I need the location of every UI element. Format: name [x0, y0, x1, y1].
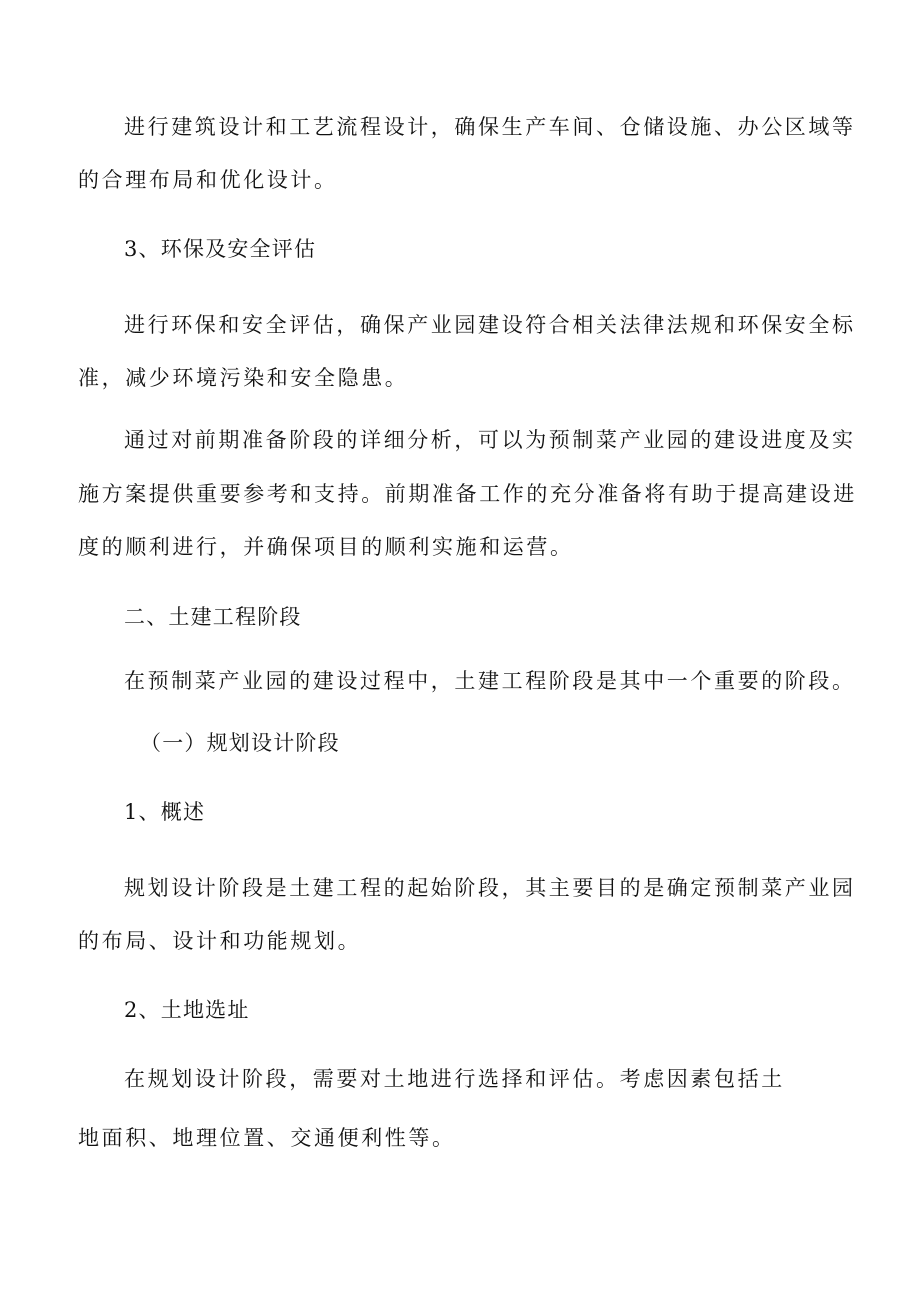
paragraph-line: 进行环保和安全评估，确保产业园建设符合相关法律法规和环保安全标 [124, 313, 856, 337]
paragraph-line: 施方案提供重要参考和支持。前期准备工作的充分准备将有助于提高建设进 [78, 482, 857, 506]
section-heading: 二、土建工程阶段 [124, 605, 302, 629]
paragraph-line: 在预制菜产业园的建设过程中，土建工程阶段是其中一个重要的阶段。 [124, 669, 856, 693]
paragraph-line: 地面积、地理位置、交通便利性等。 [78, 1126, 456, 1150]
paragraph-line: 的布局、设计和功能规划。 [78, 929, 362, 953]
section-heading: 2、土地选址 [124, 998, 250, 1022]
subsection-heading: （一）规划设计阶段 [140, 731, 340, 755]
paragraph-line: 的合理布局和优化设计。 [78, 168, 338, 192]
section-heading: 3、环保及安全评估 [124, 237, 317, 261]
paragraph-line: 通过对前期准备阶段的详细分析，可以为预制菜产业园的建设进度及实 [124, 428, 856, 452]
paragraph-line: 度的顺利进行，并确保项目的顺利实施和运营。 [78, 535, 574, 559]
paragraph-line: 准，减少环境污染和安全隐患。 [78, 366, 409, 390]
section-heading: 1、概述 [124, 800, 206, 824]
paragraph-line: 在规划设计阶段，需要对土地进行选择和评估。考虑因素包括土 [124, 1067, 785, 1091]
paragraph-line: 进行建筑设计和工艺流程设计，确保生产车间、仓储设施、办公区域等 [124, 115, 856, 139]
paragraph-line: 规划设计阶段是土建工程的起始阶段，其主要目的是确定预制菜产业园 [124, 876, 856, 900]
